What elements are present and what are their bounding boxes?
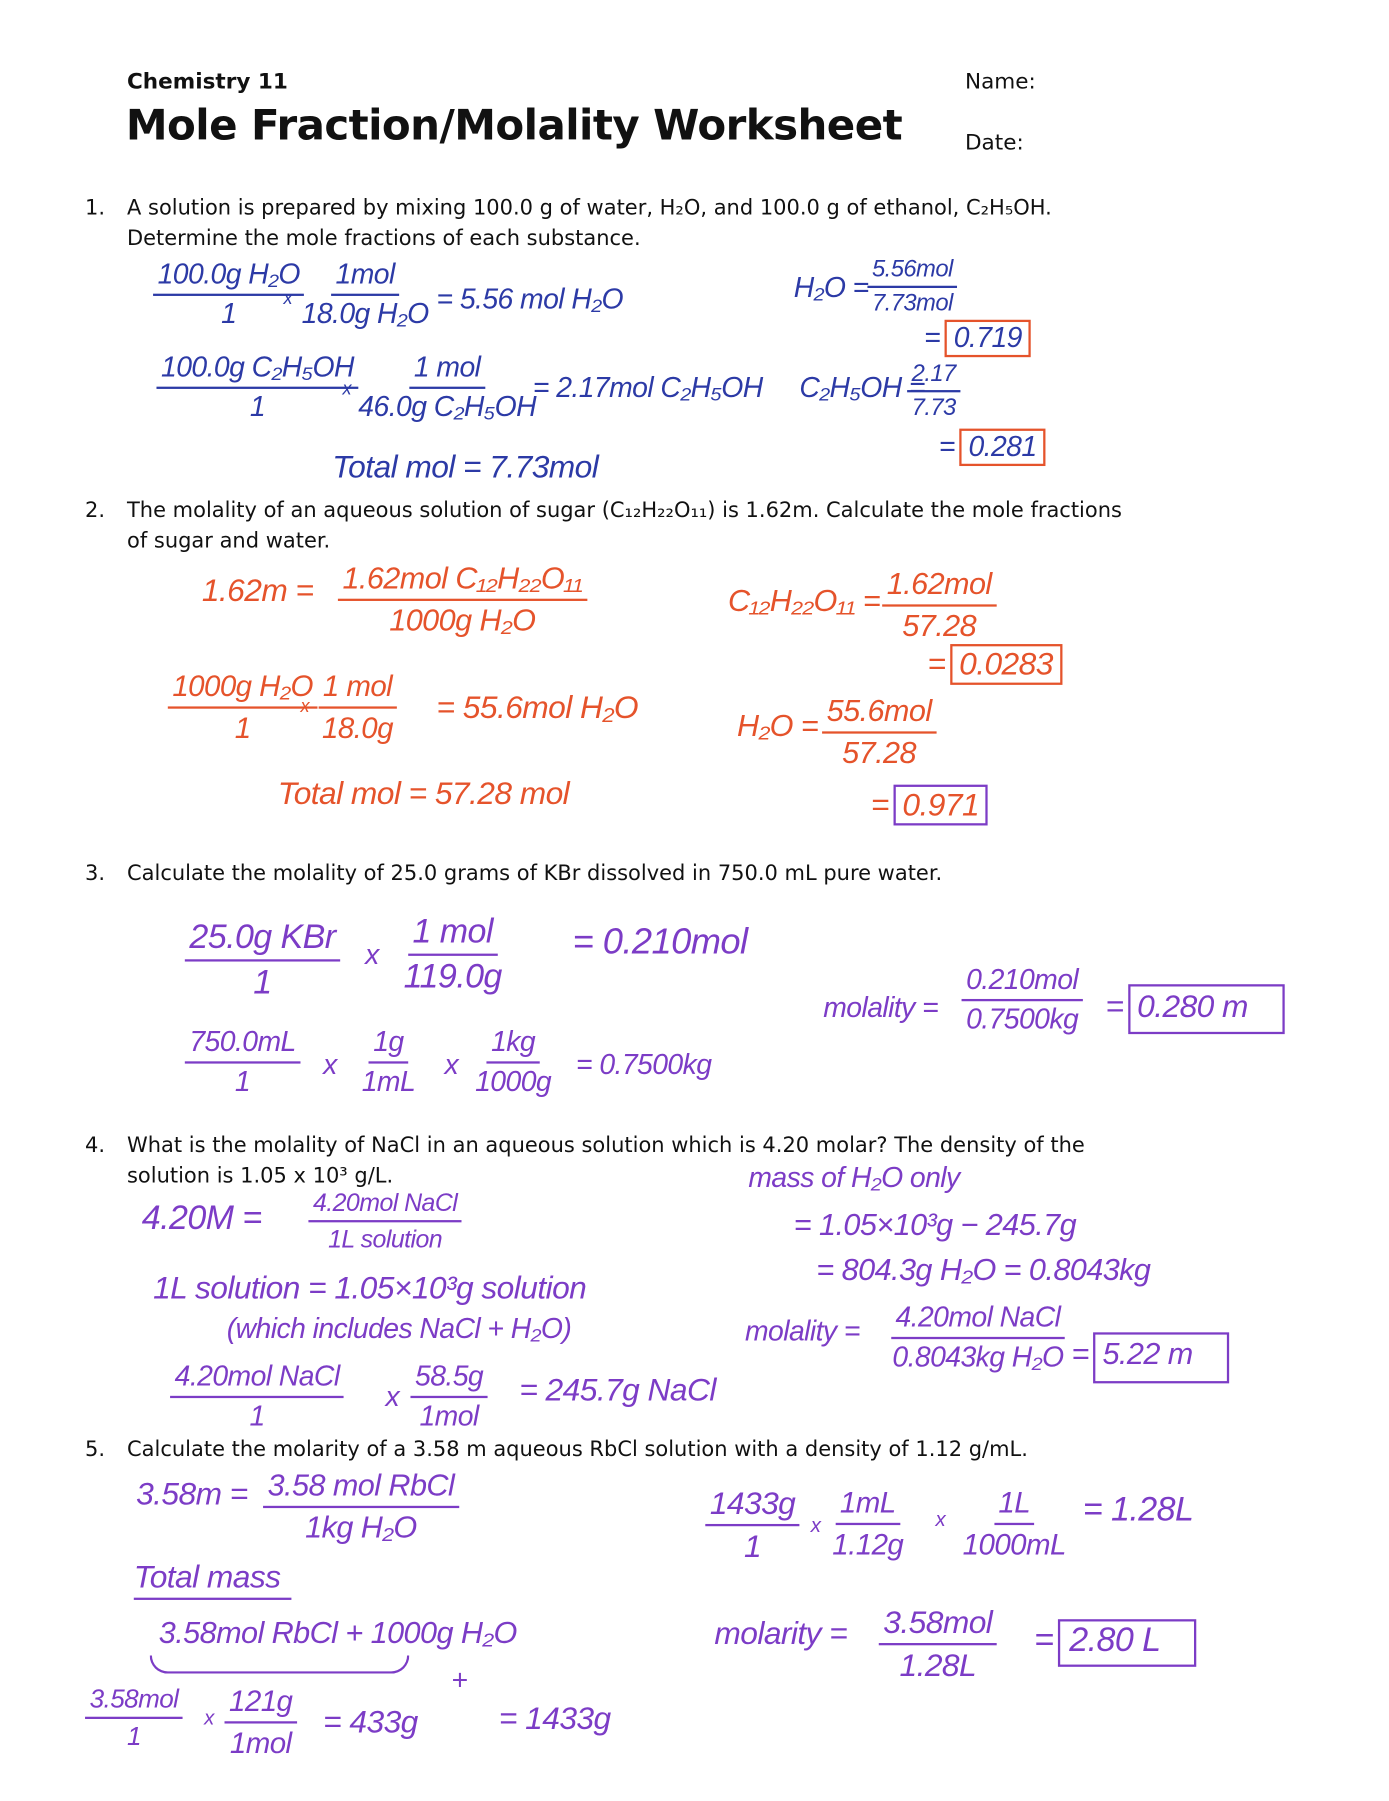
result: = 5.56 mol H₂O (436, 283, 623, 316)
answer-box: 0.0283 (950, 644, 1062, 685)
work-line: = 804.3g H₂O = 0.8043kg (816, 1252, 1151, 1287)
times-sign: x (283, 289, 292, 309)
numerator: 100.0g H₂O (153, 259, 304, 296)
answer (1106, 984, 1285, 1034)
denominator: 18.0g (322, 710, 393, 745)
fraction (85, 1684, 183, 1752)
denominator: 1 (234, 1065, 251, 1098)
result: = 0.210mol (572, 920, 748, 962)
answer (1034, 1619, 1197, 1667)
numerator: 1 mol (409, 352, 485, 389)
answer-box: 5.22 m (1093, 1332, 1229, 1383)
result: = 0.7500kg (576, 1048, 712, 1081)
question-2 (85, 496, 1122, 557)
numerator: 1g (369, 1026, 408, 1063)
fraction (705, 1485, 800, 1564)
total-mass-label: Total mass (134, 1559, 292, 1600)
work-line: 3.58mol RbCl + 1000g H₂O (158, 1615, 517, 1650)
label: C₂H₅OH = (799, 371, 925, 404)
denominator: 1L solution (328, 1224, 443, 1253)
fraction (185, 1026, 300, 1099)
times-sign: x (935, 1508, 946, 1531)
question-number: 4. (85, 1133, 106, 1158)
numerator: 2.17 (907, 361, 960, 393)
answer (939, 429, 1046, 466)
numerator: 1000g H₂O (168, 669, 318, 709)
numerator: 1L (994, 1485, 1035, 1525)
answer-box: 0.971 (893, 785, 988, 826)
label: 1.62m = (201, 572, 314, 608)
numerator: 25.0g KBr (185, 918, 340, 961)
work-line: 1L solution = 1.05×10³g solution (153, 1269, 587, 1306)
numerator: 1433g (705, 1485, 800, 1526)
answer-box: 0.280 m (1128, 984, 1284, 1034)
denominator: 0.8043kg H₂O (892, 1341, 1064, 1374)
result: = 2.17mol C₂H₅OH (532, 371, 763, 404)
fraction (156, 352, 358, 425)
denominator: 1mol (229, 1725, 292, 1760)
question-number: 5. (85, 1437, 106, 1462)
denominator: 1 (234, 710, 251, 745)
fraction (828, 1485, 908, 1562)
result: = 433g (323, 1704, 418, 1740)
fraction (471, 1026, 556, 1099)
denominator: 1.28L (899, 1647, 977, 1683)
fraction (170, 1361, 344, 1434)
work-line: mass of H₂O only (748, 1162, 960, 1194)
fraction (879, 1604, 997, 1683)
brace-icon (150, 1655, 410, 1673)
numerator: 3.58mol (85, 1684, 183, 1719)
denominator: 119.0g (403, 958, 502, 996)
equals-sign: = (938, 430, 955, 463)
equals-sign: = (924, 322, 941, 354)
numerator: 3.58mol (879, 1604, 997, 1645)
fraction (153, 259, 304, 332)
result: = 1433g (498, 1700, 611, 1737)
answer (928, 644, 1062, 685)
denominator: 1000g (475, 1065, 552, 1098)
label: 4.20M = (141, 1199, 262, 1238)
numerator: 1mol (331, 259, 399, 296)
fraction (822, 694, 936, 771)
label: C₁₂H₂₂O₁₁ = (727, 583, 881, 618)
fraction (338, 561, 587, 638)
numerator: 1kg (487, 1026, 540, 1063)
equals-sign: = (927, 646, 946, 682)
denominator: 1mol (419, 1400, 479, 1433)
denominator: 1 (743, 1528, 762, 1564)
denominator: 1 (221, 298, 237, 330)
question-number: 1. (85, 196, 106, 220)
numerator: 1.62mol C₁₂H₂₂O₁₁ (338, 561, 587, 601)
answer (1072, 1332, 1229, 1383)
equals-sign: = (1034, 1621, 1054, 1659)
equals-sign: = (870, 786, 889, 823)
fraction (354, 352, 541, 425)
fraction (308, 1188, 461, 1254)
fraction (399, 913, 506, 997)
question-3 (85, 858, 943, 889)
numerator: 121g (225, 1684, 297, 1724)
denominator: 57.28 (902, 608, 977, 643)
question-text-line: Determine the mole fractions of each substance. (126, 226, 641, 251)
fraction (225, 1684, 297, 1761)
denominator: 1000g H₂O (389, 603, 536, 638)
question-text-line: A solution is prepared by mixing 100.0 g of water, H₂O, and 100.0 g of ethanol, C₂H₅OH. (126, 196, 1052, 220)
question-text-line: of sugar and water. (126, 529, 331, 554)
work-line: = 1.05×10³g − 245.7g (793, 1207, 1077, 1242)
fraction (185, 918, 340, 1002)
question-text-line: What is the molality of NaCl in an aqueous solution which is 4.20 molar? The density of the (126, 1133, 1085, 1158)
label: molality = (823, 992, 939, 1024)
numerator: 1 mol (408, 913, 497, 956)
answer-box: 2.80 L (1058, 1619, 1197, 1667)
denominator: 0.7500kg (966, 1003, 1079, 1036)
numerator: 1.62mol (882, 567, 996, 607)
times-sign: x (385, 1381, 400, 1413)
fraction (168, 669, 318, 746)
times-sign: x (810, 1513, 821, 1537)
numerator: 1mL (835, 1485, 900, 1525)
fraction (962, 964, 1083, 1037)
question-5 (85, 1434, 1028, 1465)
times-sign: x (444, 1048, 459, 1081)
question-text-line: The molality of an aqueous solution of sugar (C₁₂H₂₂O₁₁) is 1.62m. Calculate the mole fractions (126, 498, 1122, 523)
denominator: 1 (249, 1400, 265, 1433)
numerator: 5.56mol (867, 256, 957, 288)
result: = 1.28L (1082, 1491, 1194, 1529)
fraction (317, 669, 397, 746)
denominator: 1kg H₂O (305, 1510, 417, 1545)
fraction (357, 1026, 420, 1099)
work-line: (which includes NaCl + H₂O) (226, 1313, 572, 1345)
equals-sign: = (1105, 988, 1124, 1024)
denominator: 46.0g C₂H₅OH (358, 391, 536, 423)
numerator: 3.58 mol RbCl (263, 1468, 459, 1508)
numerator: 0.210mol (962, 964, 1083, 1001)
answer-box: 0.719 (945, 320, 1031, 357)
denominator: 1mL (361, 1065, 416, 1098)
fraction (958, 1485, 1070, 1562)
plus-sign: + (451, 1664, 468, 1697)
answer (871, 785, 988, 826)
numerator: 4.20mol NaCl (308, 1188, 461, 1222)
question-text-line: Calculate the molality of 25.0 grams of KBr dissolved in 750.0 mL pure water. (126, 861, 943, 886)
question-number: 2. (85, 498, 106, 523)
denominator: 1 (127, 1721, 141, 1751)
result: = 55.6mol H₂O (436, 689, 639, 725)
label: molality = (744, 1315, 860, 1348)
question-text-line: Calculate the molarity of a 3.58 m aqueous RbCl solution with a density of 1.12 g/mL. (126, 1437, 1028, 1462)
fraction (882, 567, 996, 644)
label: molarity = (714, 1615, 848, 1651)
numerator: 55.6mol (822, 694, 936, 734)
fraction (297, 259, 433, 332)
label: H₂O = (793, 272, 869, 304)
fraction (263, 1468, 459, 1545)
numerator: 1 mol (318, 669, 396, 709)
total-moles: Total mol = 57.28 mol (277, 775, 570, 811)
numerator: 750.0mL (185, 1026, 300, 1063)
denominator: 1.12g (832, 1527, 904, 1562)
question-text-line: solution is 1.05 x 10³ g/L. (126, 1164, 394, 1189)
answer (924, 320, 1031, 357)
denominator: 18.0g H₂O (301, 298, 429, 330)
numerator: 4.20mol NaCl (170, 1361, 344, 1398)
denominator: 1000mL (962, 1527, 1066, 1562)
numerator: 100.0g C₂H₅OH (156, 352, 358, 389)
label: 3.58m = (136, 1476, 248, 1512)
result: = 245.7g NaCl (519, 1372, 716, 1408)
total-moles: Total mol = 7.73mol (332, 449, 599, 485)
times-sign: x (204, 1706, 214, 1730)
times-sign: x (323, 1048, 337, 1081)
equals-sign: = (1071, 1336, 1089, 1371)
times-sign: x (365, 938, 379, 971)
label: H₂O = (737, 708, 819, 743)
answer-box: 0.281 (959, 429, 1045, 466)
times-sign: x (342, 379, 351, 400)
denominator: 7.73mol (871, 290, 953, 317)
fraction (888, 1302, 1068, 1375)
course-label: Chemistry 11 (126, 69, 288, 95)
question-number: 3. (85, 861, 106, 886)
denominator: 1 (249, 391, 266, 423)
fraction (410, 1361, 487, 1434)
page-title: Mole Fraction/Molality Worksheet (125, 100, 903, 150)
numerator: 4.20mol NaCl (891, 1302, 1065, 1339)
denominator: 57.28 (842, 735, 916, 770)
denominator: 7.73 (911, 394, 956, 421)
fraction (907, 361, 960, 422)
name-label: Name: (964, 69, 1036, 95)
question-1 (85, 193, 1052, 254)
times-sign: x (300, 697, 309, 717)
fraction (867, 256, 957, 317)
denominator: 1 (253, 963, 272, 1002)
numerator: 58.5g (410, 1361, 487, 1398)
date-label: Date: (964, 130, 1024, 156)
